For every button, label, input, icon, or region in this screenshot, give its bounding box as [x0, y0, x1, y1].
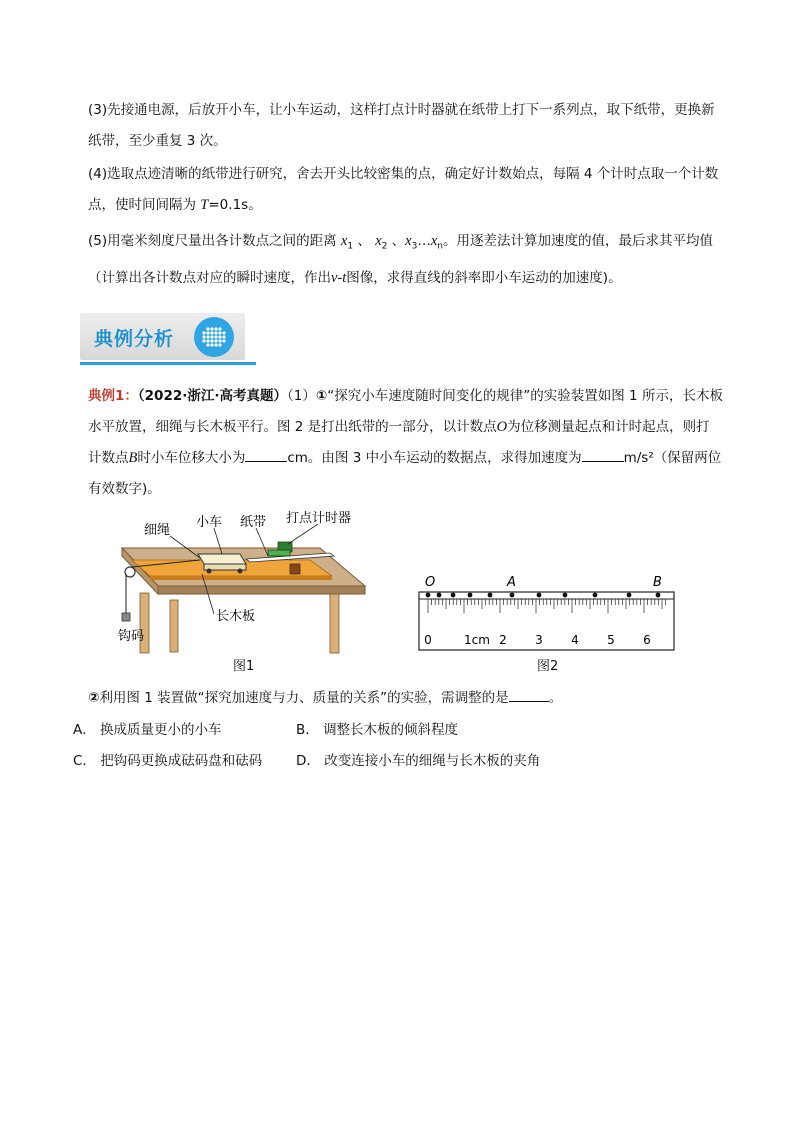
tape-dot — [488, 593, 493, 598]
label-board: 长木板 — [216, 609, 256, 624]
example-line-3: 计数点B时小车位移大小为 cm。由图 3 中小车运动的数据点，求得加速度为 m/s²（保留两位 — [88, 443, 738, 474]
tick-label-2: 2 — [499, 633, 507, 647]
tape-dot — [656, 593, 661, 598]
weight-icon — [122, 613, 130, 621]
figure-2-caption: 图2 — [537, 659, 559, 674]
tape-dot — [563, 593, 568, 598]
label-tape: 纸带 — [240, 515, 267, 530]
tick-label-6: 6 — [643, 633, 651, 647]
example-label: 典例1： — [88, 388, 138, 404]
label-timer: 打点计时器 — [286, 511, 352, 526]
step-5 — [88, 226, 728, 294]
period-symbol: T — [200, 197, 209, 213]
vt-symbol: v-t — [331, 269, 347, 286]
point-B-label: B — [653, 575, 662, 590]
example-line-2: 水平放置，细绳与长木板平行。图 2 是打出纸带的一部分，以计数点O为位移测量起点和计时起点，则打 — [88, 419, 710, 435]
tick-label-1: 1cm — [464, 633, 490, 647]
dot-matrix-icon — [194, 317, 234, 357]
step-3-line-2: 纸带，至少重复 3 次。 — [88, 133, 227, 149]
tape-dot — [437, 593, 442, 598]
tape-dot — [510, 593, 515, 598]
tape-dot — [593, 593, 598, 598]
figure-1 — [110, 508, 370, 676]
tick-label-0: 0 — [424, 633, 432, 647]
step-4-line-2: 点，使时间间隔为 T=0.1s。 — [88, 197, 262, 213]
tick-label-3: 3 — [535, 633, 543, 647]
section-banner — [80, 313, 260, 365]
option-a[interactable]: A． 换成质量更小的小车 — [73, 722, 222, 738]
cart-body — [198, 554, 246, 564]
answer-blank-1[interactable] — [245, 447, 287, 462]
answer-blank-2[interactable] — [582, 447, 624, 462]
answer-blank-3[interactable] — [509, 687, 549, 702]
option-c[interactable]: C． 把钩码更换成砝码盘和砝码 — [73, 753, 263, 769]
step-3 — [88, 95, 728, 157]
label-cart: 小车 — [196, 515, 223, 530]
label-weight: 钩码 — [118, 629, 145, 644]
option-d[interactable]: D． 改变连接小车的细绳与长木板的夹角 — [296, 753, 541, 769]
example-source: （2022·浙江·高考真题） — [137, 388, 287, 404]
option-b[interactable]: B． 调整长木板的倾斜程度 — [296, 722, 459, 738]
label-rope: 细绳 — [144, 523, 171, 538]
question-2: ②利用图 1 装置做“探究加速度与力、质量的关系”的实验，需调整的是 。 — [88, 683, 728, 714]
step-3-line-1: (3)先接通电源，后放开小车，让小车运动，这样打点计时器就在纸带上打下一系列点，取下纸带，更换新 — [88, 102, 715, 118]
tape-dot — [537, 593, 542, 598]
point-A-label: A — [507, 575, 516, 590]
tick-label-4: 4 — [571, 633, 579, 647]
step-5-line-1: (5)用毫米刻度尺量出各计数点之间的距离 $x_1$ 、 $x_2$ 、$x_3\dots x_n$。用逐差法计算加速度的值，最后求其平均值 — [88, 233, 713, 252]
step-4-line-1: (4)选取点迹清晰的纸带进行研究，舍去开头比较密集的点，确定好计数始点，每隔 4 个计时点取一个计数 — [88, 166, 719, 182]
tape-dot — [451, 593, 456, 598]
step-4 — [88, 159, 728, 221]
table-leg-right — [330, 593, 339, 653]
tape-dot — [627, 593, 632, 598]
banner-underline — [80, 362, 256, 365]
table-leg-mid — [170, 600, 178, 652]
banner-title: 典例分析 — [94, 328, 175, 350]
table-leg-left — [140, 593, 149, 653]
tick-label-5: 5 — [607, 633, 615, 647]
example-1 — [88, 381, 738, 505]
example-line-1: 典例1：（2022·浙江·高考真题）（1）①“探究小车速度随时间变化的规律”的实验装置如图 1 所示，长木板 — [88, 388, 723, 404]
figure-1-caption: 图1 — [233, 659, 255, 674]
tape-dot — [468, 593, 473, 598]
example-line-4: 有效数字)。 — [88, 481, 161, 497]
step-5-line-2: （计算出各计数点对应的瞬时速度，作出v-t图像，求得直线的斜率即小车运动的加速度)。 — [88, 269, 622, 286]
figure-2 — [415, 572, 680, 654]
tape-dot — [426, 593, 431, 598]
point-O-label: O — [425, 575, 436, 590]
